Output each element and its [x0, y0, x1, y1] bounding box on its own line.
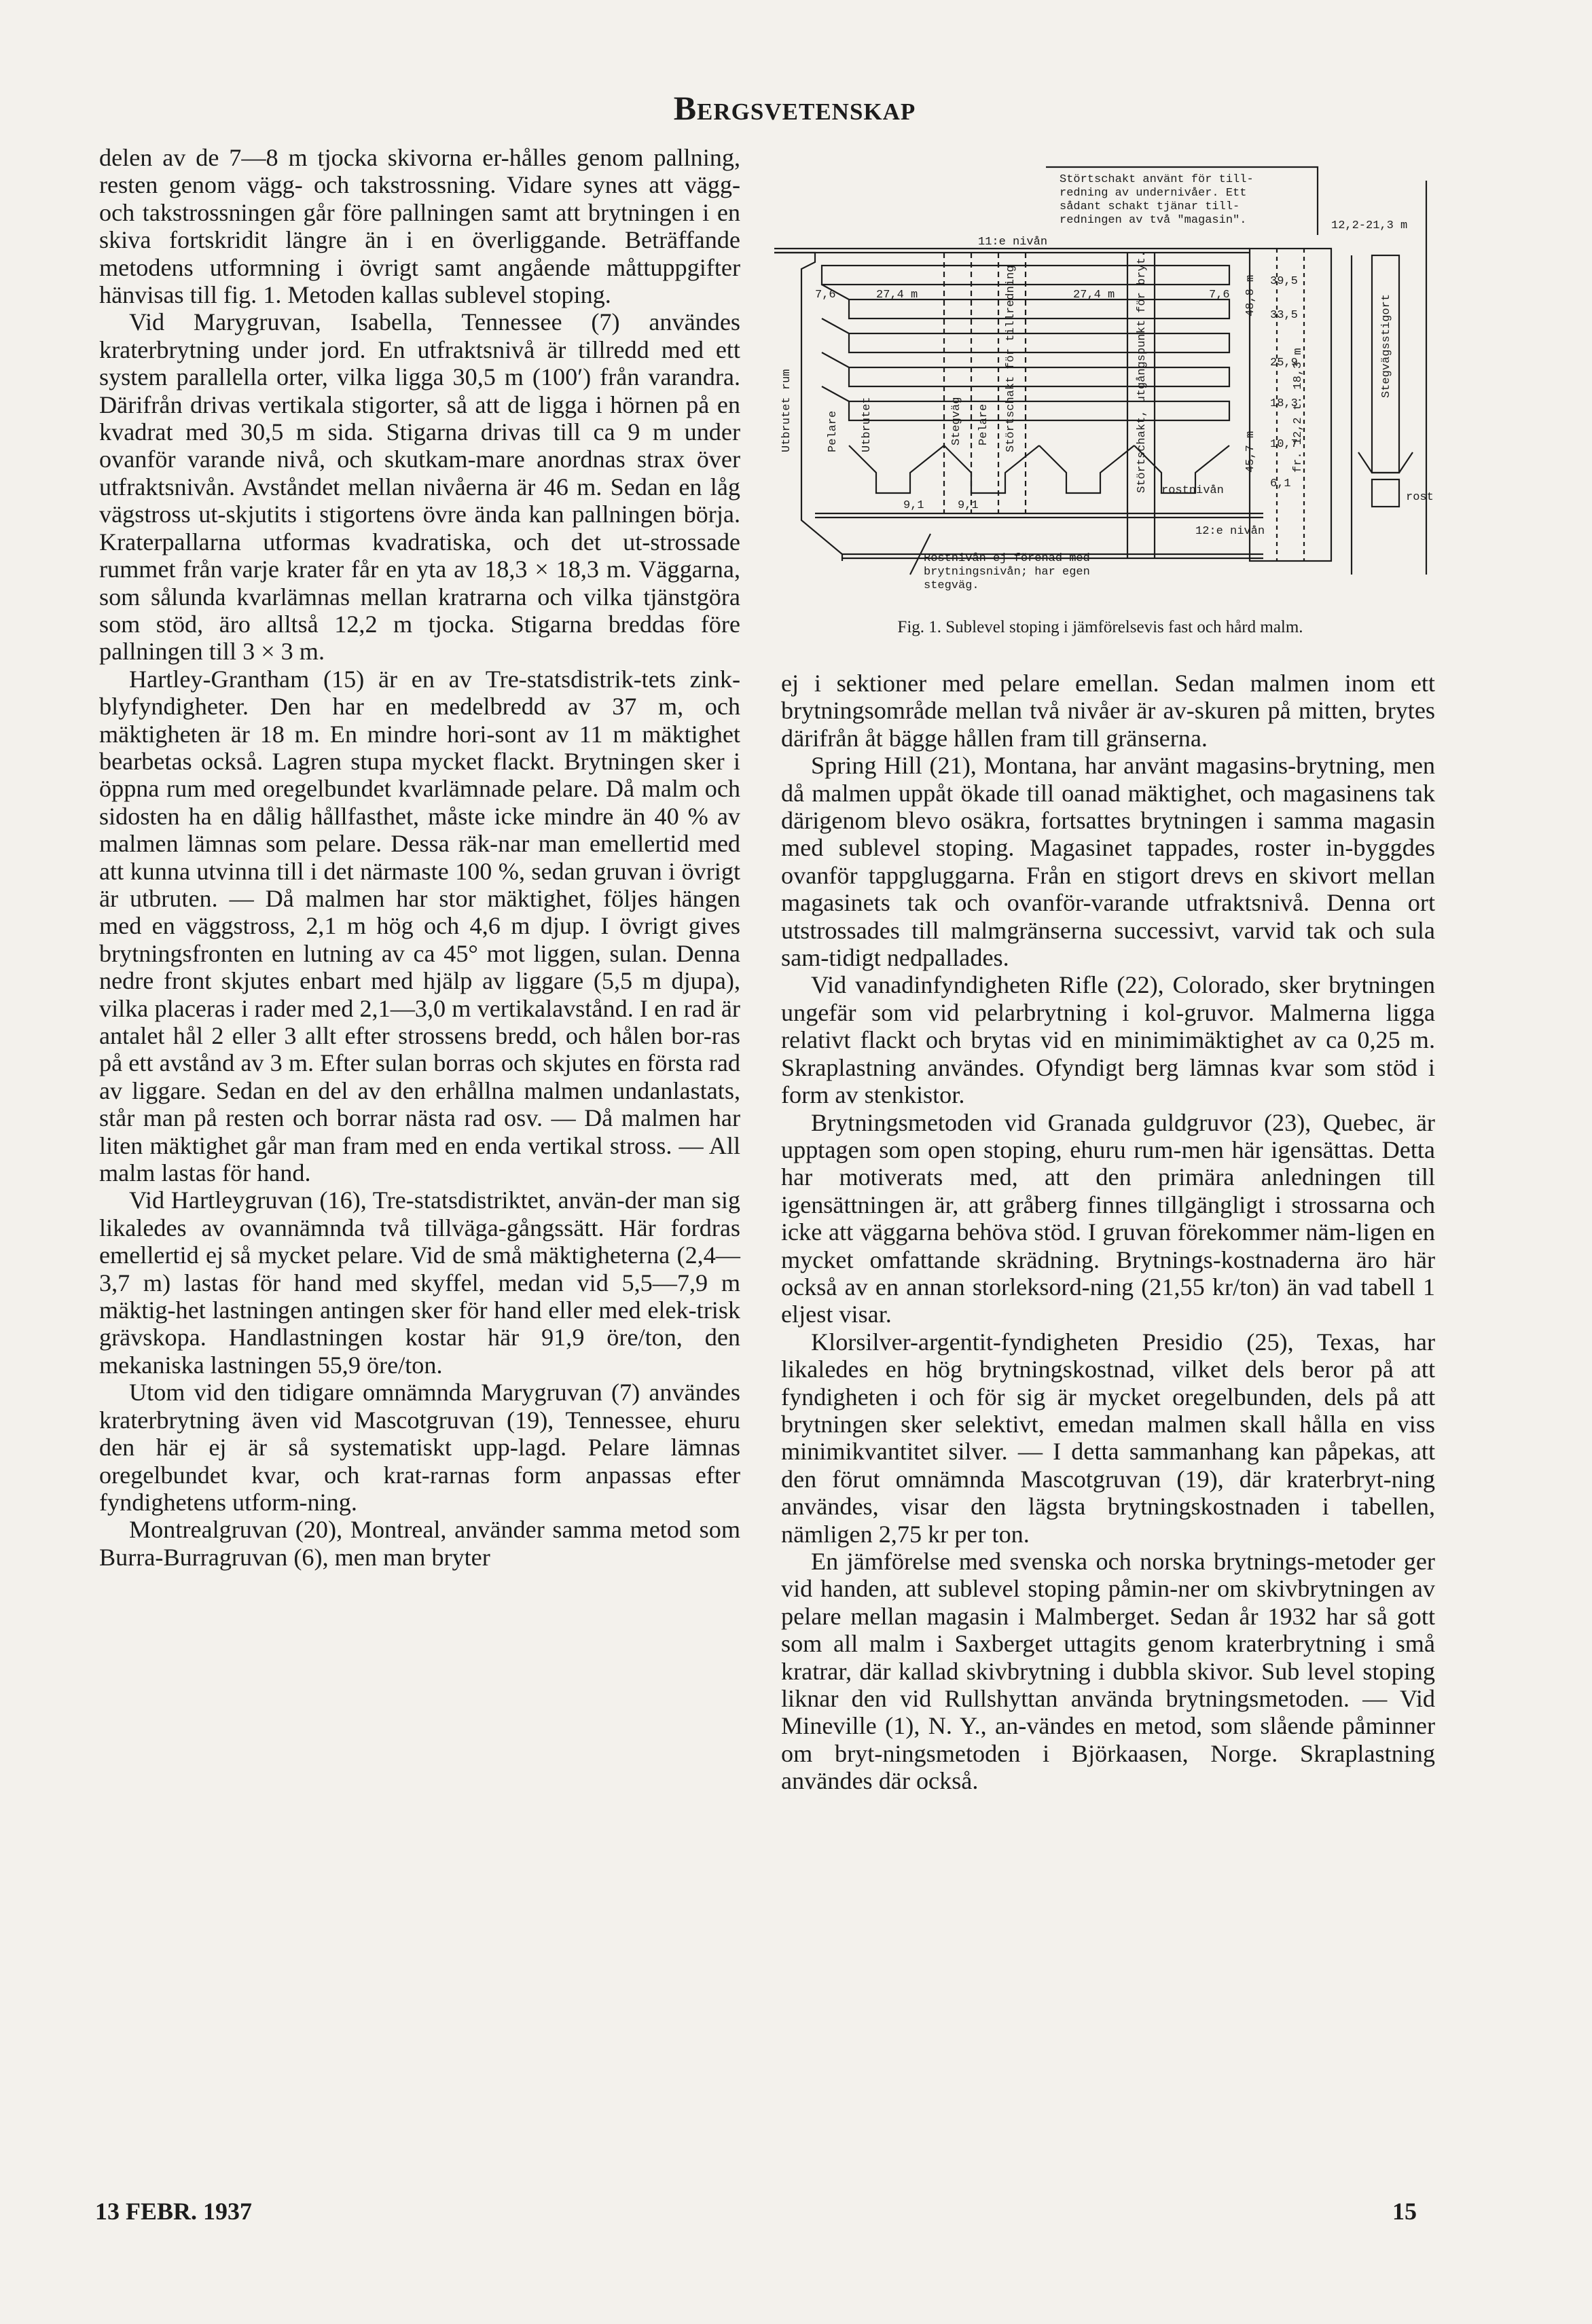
label-stortschakt-vertical: Störtschakt för tillredning — [1005, 265, 1017, 452]
paragraph: Brytningsmetoden vid Granada guldgruvor (23), Quebec, är upptagen som open stoping, ehuru rum-men här igensättas. Detta har motiverats med, att den primära anledningen till igensättningen är, att gråberg finnes tillgängligt i strossarna och icke att väggarna behöva stöd. I gruvan förekommer näm-ligen en mycket omfattande skrädning. Brytnings-kostnaderna äro här också av en annan storleksord-ning (21,55 kr/ton) än vad tabell 1 eljest visar. — [781, 1108, 1435, 1328]
label-dim-488: 48,8 m — [1244, 274, 1257, 316]
label-pelare: Pelare — [827, 410, 839, 452]
label-stortschakt: Störtschakt använt för till- — [1060, 173, 1254, 186]
label-rost: rost — [1406, 491, 1434, 504]
label-level-61: 6,1 — [1270, 477, 1291, 490]
label-dim-76: 7,6 — [815, 289, 836, 302]
label-dim-274b: 27,4 m — [1073, 289, 1115, 302]
figure-sublevel-stoping — [774, 153, 1440, 629]
label-rostnivan-note-3: stegväg. — [924, 579, 979, 592]
paragraph: En jämförelse med svenska och norska brytnings-metoder ger vid handen, att sublevel stoping påmin-ner om skivbrytningen av pelare mellan magasin i Malmberget. Sedan år 1932 har så gott som all malm i Saxberget uttagits genom kraterbrytning i små kratrar, där kallad skivbrytning i dubbla skivor. Sub level stoping liknar den vid Rullshyttan använda brytningsmetoden. — Vid Mineville (1), N. Y., an-vändes en metod, som slående påminner om bryt-ningsmetoden i Björkaasen, Norge. Skraplastning användes där också. — [781, 1548, 1435, 1795]
label-stortschakt-3: sådant schakt tjänar till- — [1060, 200, 1240, 213]
label-level-335: 33,5 — [1270, 309, 1298, 322]
label-stortschakt-2: redning av undernivåer. Ett — [1060, 187, 1247, 200]
footer-date: 13 FEBR. 1937 — [95, 2198, 253, 2225]
right-column — [781, 670, 1435, 1795]
label-stegvagsstigort: Stegvägsstigort — [1380, 293, 1393, 398]
paragraph: delen av de 7—8 m tjocka skivorna er-hålles genom pallning, resten genom vägg- och takstrossning. Vidare synes att vägg- och takstrossningen går före pallningen samt att brytningen i en skiva fortskridit längre än i en överliggande. Beträffande metodens utformning i övrigt samt angående måttuppgifter hänvisas till fig. 1. Metoden kallas sublevel stoping. — [99, 144, 740, 309]
label-dim-fr122: fr. 12,2 t. 18,3 m — [1292, 348, 1305, 473]
page-number: 15 — [1392, 2198, 1417, 2225]
label-level-107: 10,7 — [1270, 438, 1298, 451]
label-utbrutet-rum: Utbrutet rum — [780, 369, 793, 452]
label-level-395: 39,5 — [1270, 275, 1298, 288]
figure-caption: Fig. 1. Sublevel stoping i jämförelsevis fast och hård malm. — [897, 618, 1303, 636]
paragraph: Vid Marygruvan, Isabella, Tennessee (7) användes kraterbrytning under jord. En utfraktsnivå är tillredd med ett system parallella orter, vilka ligga 30,5 m (100′) från varandra. Därifrån drivas vertikala stigorter, så att de ligga i hörnen på en kvadrat med 30,5 m sida. Stigarna drivas till ca 9 m under ovanför varande nivå, och skutkam-mare anordnas strax över utfraktsnivån. Avståndet mellan nivåerna är 46 m. Sedan en låg vägstross ut-skjutits i stigortens övre ända kan pallningen börja. Kraterpallarna utformas kvadratiska, och det ut-strossade rummet från varje krater får en yta av 18,3 × 18,3 m. Väggarna, som sålunda kvarlämnas mellan kratrarna och vilka tjänstgöra som stöd, äro alltså 12,2 m tjocka. Stigarna breddas före pallningen till 3 × 3 m. — [99, 308, 740, 666]
paragraph: Klorsilver-argentit-fyndigheten Presidio (25), Texas, har likaledes en hög brytningskostnad, vilket dels beror på att fyndigheten i och för sig är mycket oregelbunden, dels på att brytningen sker selektivt, emedan malmen skall hålla en viss minimikvantitet silver. — I detta sammanhang kan påpekas, att den förut omnämnda Mascotgruvan (19), där kraterbryt-ning användes, visar den lägsta brytningskostnaden i tabellen, nämligen 2,75 kr per ton. — [781, 1328, 1435, 1548]
label-level-259: 25,9 — [1270, 357, 1298, 369]
label-utbrutet: Utbrutet — [861, 397, 873, 452]
label-dim-91: 9,1 — [903, 499, 924, 512]
label-level-12: 12:e nivån — [1195, 525, 1265, 538]
label-dim-457: 45,7 m — [1244, 431, 1257, 473]
paragraph: Vid vanadinfyndigheten Rifle (22), Colorado, sker brytningen ungefär som vid pelarbrytning i kol-gruvor. Malmerna ligga relativt flackt och brytas vid en minimimäktighet av ca 0,25 m. Skraplastning användes. Ofyndigt berg lämnas kvar som stöd i form av stenkistor. — [781, 971, 1435, 1109]
label-stegvag: Stegväg — [950, 397, 963, 446]
paragraph: ej i sektioner med pelare emellan. Sedan malmen inom ett brytningsområde mellan två nivåer är av-skuren på mitten, brytes därifrån åt bägge hållen fram till gränserna. — [781, 670, 1435, 752]
label-dim-76b: 7,6 — [1209, 289, 1230, 302]
label-rostnivan-note-2: brytningsnivån; har egen — [924, 566, 1090, 579]
label-dim-274a: 27,4 m — [876, 289, 918, 302]
label-stortschakt-4: redningen av två "magasin". — [1060, 214, 1247, 227]
label-pelare-2: Pelare — [977, 403, 990, 446]
mine-section-diagram — [774, 153, 1440, 602]
label-level-11: 11:e nivån — [978, 236, 1048, 249]
running-header: Bergsvetenskap — [673, 89, 916, 127]
label-rostnivan: rostnivån — [1161, 484, 1224, 497]
paragraph: Hartley-Grantham (15) är en av Tre-statsdistrik-tets zink-blyfyndigheter. Den har en medelbredd av 37 m, och mäktigheten är 18 m. En mindre hori-sont av 11 m mäktighet bearbetas också. Lagren stupa mycket flackt. Brytningen sker i öppna rum med oregelbundet kvarlämnade pelare. Då malm och sidosten ha en dålig hållfasthet, måste icke mindre än 40 % av malmen lämnas som pelare. Dessa räk-nar man emellertid med att kunna utvinna till i det närmaste 100 %, sedan gruvan i övrigt är utbruten. — Då malmen har stor mäktighet, följes hängen med en väggstross, 2,1 m hög och 4,6 m djup. I övrigt gives brytningsfronten en lutning av ca 45° mot liggen, sulan. Denna nedre front skjutes enbart med hjälp av liggare (5,5 m djupa), vilka placeras i rader med 2,1—3,0 m vertikalavstånd. I en rad är antalet hål 2 eller 3 allt efter strossens bredd, och hålen bor-ras på ett avstånd av 3 m. Efter sulan borras och skjutes en första rad av liggare. Sedan en del av den erhållna malmen undanlastats, står man på resten och borrar nästa rad osv. — Då malmen har liten mäktighet går man fram med en enda vertikal stross. — All malm lastas för hand. — [99, 665, 740, 1187]
paragraph: Montrealgruvan (20), Montreal, använder samma metod som Burra-Burragruvan (6), men man bryter — [99, 1516, 740, 1571]
paragraph: Vid Hartleygruvan (16), Tre-statsdistriktet, använ-der man sig likaledes av ovannämnda två tillväga-gångssätt. Här fordras emellertid ej så mycket pelare. Vid de små mäktigheterna (2,4—3,7 m) lastas för hand med skyffel, medan vid 5,5—7,9 m mäktig-het lastningen antingen sker för hand eller med elek-trisk grävskopa. Handlastningen kostar här 91,9 öre/ton, den mekaniska lastningen 55,9 öre/ton. — [99, 1186, 740, 1379]
label-rostnivan-note-1: Rostnivån ej förenad med — [924, 552, 1090, 565]
label-level-183: 18,3 — [1270, 397, 1298, 410]
paragraph: Utom vid den tidigare omnämnda Marygruvan (7) användes kraterbrytning även vid Mascotgruvan (19), Tennessee, ehuru den här ej är så systematiskt upp-lagd. Pelare lämnas oregelbundet kvar, och krat-rarnas form anpassas efter fyndighetens utform-ning. — [99, 1379, 740, 1516]
paragraph: Spring Hill (21), Montana, har använt magasins-brytning, men då malmen uppåt ökade till oanad mäktighet, och magasinens tak därigenom blevo osäkra, fortsattes brytningen i samma magasin med sublevel stoping. Magasinet tappades, roster in-byggdes ovanför tappgluggarna. Från en stigort drevs en skivort mellan magasinets tak och ovanför-varande utfraktsnivå. Denna ort utstrossades till malmgränserna successivt, varvid tak och sula sam-tidigt nedpallades. — [781, 752, 1435, 972]
label-dim-122: 12,2-21,3 m — [1331, 219, 1408, 232]
left-column — [99, 144, 740, 1571]
label-dim-91b: 9,1 — [958, 499, 979, 512]
label-stortschakt-vertical-2: Störtschakt, utgångspunkt för bryt. — [1136, 250, 1148, 493]
